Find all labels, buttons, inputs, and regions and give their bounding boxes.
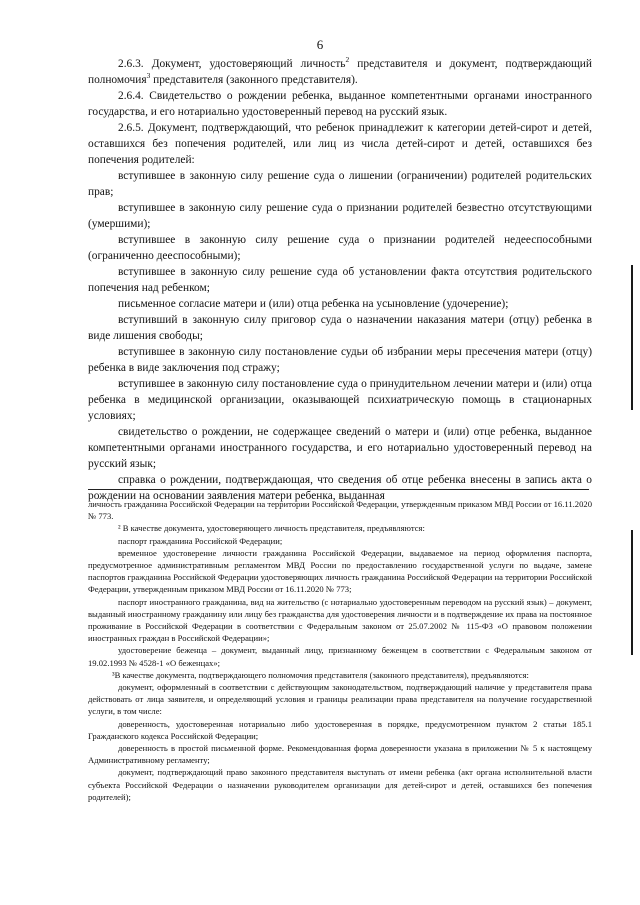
scan-edge-mark: [631, 265, 633, 410]
footnote-item: доверенность в простой письменной форме. Рекомендованная форма доверенности указана в приложении № 5 к настоящему Административному регламенту;: [88, 743, 592, 766]
footnote-ref-3: 3: [146, 71, 151, 81]
footnote-item: документ, оформленный в соответствии с действующим законодательством, подтверждающий наличие у представителя права действовать от лица заявителя, и определяющий условия и границы реализации права представителя на получение государственной услуги, в том числе:: [88, 682, 592, 717]
footnote-continuation: личность гражданина Российской Федерации на территории Российской Федерации, утвержденным приказом МВД России от 16.11.2020 № 773.: [88, 499, 592, 522]
footnote-item: удостоверение беженца – документ, выданный лицу, признанному беженцем в соответствии с Федеральным законом от 19.02.1993 № 4528-1 «О беженцах»;: [88, 645, 592, 668]
list-item: вступившее в законную силу решение суда о лишении (ограничении) родителей родительских прав;: [88, 170, 592, 198]
list-item: вступившее в законную силу решение суда о признании родителей безвестно отсутствующими (умершими);: [88, 202, 592, 230]
paragraph-2-6-5: 2.6.5. Документ, подтверждающий, что ребенок принадлежит к категории детей-сирот и детей, оставшихся без попечения родителей, или лиц из числа детей-сирот и детей, оставшихся без попечения родителей:: [88, 122, 592, 166]
footnote-2: ² В качестве документа, удостоверяющего личность представителя, предъявляются:: [118, 523, 425, 534]
list-item: вступивший в законную силу приговор суда о назначении наказания матери (отцу) ребенка в виде лишения свободы;: [88, 314, 592, 342]
footnote-separator: [88, 489, 589, 490]
list-item: вступившее в законную силу решение суда о признании родителей недееспособными (ограниченно дееспособными);: [88, 234, 592, 262]
list-item: свидетельство о рождении, не содержащее сведений о матери и (или) отце ребенка, выданное компетентными органами иностранного государства, и его нотариально удостоверенный перевод на русский язык;: [88, 426, 592, 470]
list-item: вступившее в законную силу постановление суда о принудительном лечении матери и (или) отца ребенка в медицинской организации, оказывающей психиатрическую помощь в стационарных условиях;: [88, 378, 592, 422]
footnotes: [88, 498, 592, 803]
footnote-item: доверенность, удостоверенная нотариально либо удостоверенная в порядке, предусмотренном пунктом 2 статьи 185.1 Гражданского кодекса Российской Федерации;: [88, 718, 592, 741]
list-item: вступившее в законную силу постановление судьи об избрании меры пресечения матери (отцу) ребенка в виде заключения под стражу;: [88, 346, 592, 374]
footnote-item: документ, подтверждающий право законного представителя выступать от имени ребенка (акт органа исполнительной власти субъекта Российской Федерации о назначении руководителем организации для детей-сирот и детей, оставшихся без попечения родителей);: [88, 767, 592, 802]
footnote-item: паспорт гражданина Российской Федерации;: [118, 535, 283, 546]
main-text: [88, 56, 592, 504]
paragraph-2-6-4: 2.6.4. Свидетельство о рождении ребенка, выданное компетентными органами иностранного государства, и его нотариально удостоверенный перевод на русский язык.: [88, 90, 592, 118]
list-item: письменное согласие матери и (или) отца ребенка на усыновление (удочерение);: [118, 298, 509, 310]
page-number: 6: [316, 37, 324, 52]
list-item: вступившее в законную силу решение суда об установлении факта отсутствия родительского попечения над ребенком;: [88, 266, 592, 294]
scan-edge-mark: [631, 530, 633, 655]
footnote-ref-2: 2: [345, 55, 350, 65]
list-item: справка о рождении, подтверждающая, что сведения об отце ребенка внесены в запись акта о рождении на основании заявления матери ребенка, выданная: [88, 474, 592, 502]
footnote-item: временное удостоверение личности гражданина Российской Федерации, выдаваемое на период оформления паспорта, предусмотренное административным регламентом МВД России по предоставлению государственной услуги по выдаче, замене паспортов гражданина Российской Федерации удостоверяющих личность гражданина Российской Федерации на территории Российской Федерации, утвержденным приказом МВД России от 16.11.2020 № 773;: [88, 547, 592, 595]
footnote-item: паспорт иностранного гражданина, вид на жительство (с нотариально удостоверенным переводом на русский язык) – документ, выданный иностранному гражданину или лицу без гражданства для удостоверения личности и в подтверждение их права на постоянное проживание в Российской Федерации в соответствии с Федеральным законом от 25.07.2002 № 115-ФЗ «О правовом положении иностранных граждан в Российской Федерации»;: [88, 596, 592, 644]
paragraph-2-6-3: 2.6.3. Документ, удостоверяющий личность$^2$ представителя и документ, подтверждающий полномочия$^3$ представителя (законного представителя).: [88, 55, 592, 86]
footnote-3: ³В качестве документа, подтверждающего полномочия представителя (законного представителя), предъявляются:: [112, 669, 529, 680]
